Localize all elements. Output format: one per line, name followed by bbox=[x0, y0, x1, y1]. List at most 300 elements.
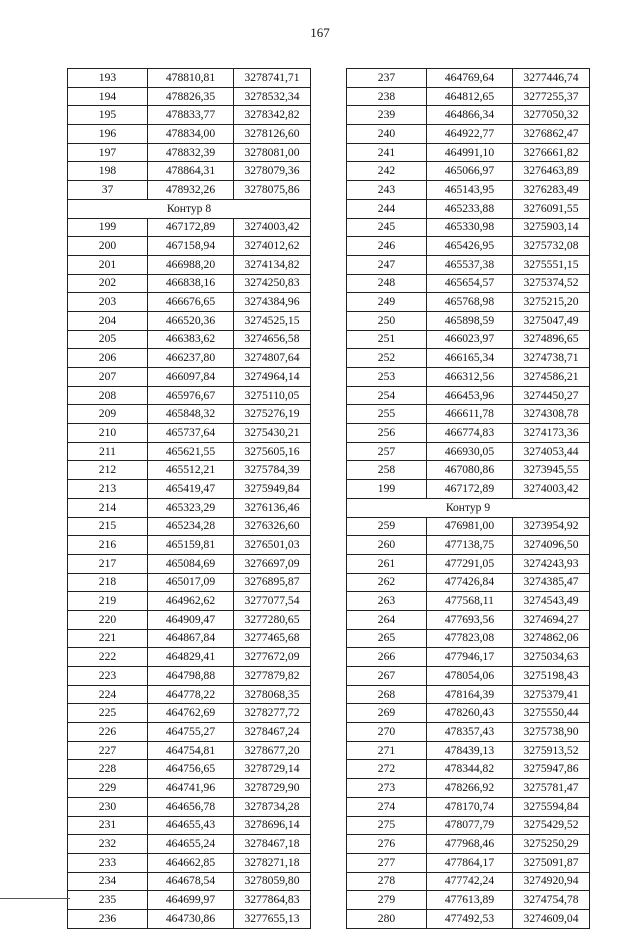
point-number-cell: 272 bbox=[347, 760, 427, 779]
point-number-cell: 280 bbox=[347, 909, 427, 928]
y-coordinate-cell: 3276862,47 bbox=[513, 125, 590, 144]
x-coordinate-cell: 478832,39 bbox=[148, 143, 234, 162]
x-coordinate-cell: 465323,29 bbox=[148, 498, 234, 517]
point-number-cell: 241 bbox=[347, 143, 427, 162]
table-row bbox=[347, 424, 590, 443]
x-coordinate-cell: 464655,24 bbox=[148, 835, 234, 854]
table-row bbox=[347, 610, 590, 629]
table-row bbox=[347, 872, 590, 891]
point-number-cell: 235 bbox=[68, 891, 148, 910]
point-number-cell: 207 bbox=[68, 368, 148, 387]
y-coordinate-cell: 3274250,83 bbox=[234, 274, 311, 293]
table-body bbox=[68, 69, 311, 929]
y-coordinate-cell: 3274384,96 bbox=[234, 293, 311, 312]
point-number-cell: 201 bbox=[68, 255, 148, 274]
x-coordinate-cell: 464778,22 bbox=[148, 685, 234, 704]
x-coordinate-cell: 477864,17 bbox=[427, 853, 513, 872]
y-coordinate-cell: 3274053,44 bbox=[513, 442, 590, 461]
x-coordinate-cell: 464656,78 bbox=[148, 797, 234, 816]
table-row bbox=[68, 87, 311, 106]
y-coordinate-cell: 3277879,82 bbox=[234, 667, 311, 686]
table-row bbox=[68, 835, 311, 854]
x-coordinate-cell: 477946,17 bbox=[427, 648, 513, 667]
section-title: Контур 8 bbox=[68, 199, 311, 218]
point-number-cell: 264 bbox=[347, 610, 427, 629]
x-coordinate-cell: 477138,75 bbox=[427, 536, 513, 555]
page-number: 167 bbox=[310, 25, 330, 40]
y-coordinate-cell: 3275947,86 bbox=[513, 760, 590, 779]
y-coordinate-cell: 3277446,74 bbox=[513, 69, 590, 88]
table-row bbox=[68, 218, 311, 237]
x-coordinate-cell: 465066,97 bbox=[427, 162, 513, 181]
y-coordinate-cell: 3276661,82 bbox=[513, 143, 590, 162]
x-coordinate-cell: 465654,57 bbox=[427, 274, 513, 293]
table-row bbox=[347, 106, 590, 125]
table-row bbox=[347, 909, 590, 928]
y-coordinate-cell: 3278677,20 bbox=[234, 741, 311, 760]
x-coordinate-cell: 477492,53 bbox=[427, 909, 513, 928]
x-coordinate-cell: 478260,43 bbox=[427, 704, 513, 723]
y-coordinate-cell: 3274012,62 bbox=[234, 237, 311, 256]
table-row bbox=[68, 592, 311, 611]
table-row bbox=[347, 405, 590, 424]
y-coordinate-cell: 3276895,87 bbox=[234, 573, 311, 592]
y-coordinate-cell: 3274525,15 bbox=[234, 311, 311, 330]
y-coordinate-cell: 3275091,87 bbox=[513, 853, 590, 872]
point-number-cell: 224 bbox=[68, 685, 148, 704]
point-number-cell: 200 bbox=[68, 237, 148, 256]
x-coordinate-cell: 478833,77 bbox=[148, 106, 234, 125]
x-coordinate-cell: 466237,80 bbox=[148, 349, 234, 368]
point-number-cell: 242 bbox=[347, 162, 427, 181]
y-coordinate-cell: 3277280,65 bbox=[234, 610, 311, 629]
x-coordinate-cell: 465233,88 bbox=[427, 199, 513, 218]
y-coordinate-cell: 3276463,89 bbox=[513, 162, 590, 181]
point-number-cell: 220 bbox=[68, 610, 148, 629]
point-number-cell: 218 bbox=[68, 573, 148, 592]
table-body bbox=[347, 69, 590, 929]
x-coordinate-cell: 464829,41 bbox=[148, 648, 234, 667]
y-coordinate-cell: 3274920,94 bbox=[513, 872, 590, 891]
y-coordinate-cell: 3278729,90 bbox=[234, 779, 311, 798]
y-coordinate-cell: 3277255,37 bbox=[513, 87, 590, 106]
y-coordinate-cell: 3274134,82 bbox=[234, 255, 311, 274]
x-coordinate-cell: 466520,36 bbox=[148, 311, 234, 330]
x-coordinate-cell: 464866,34 bbox=[427, 106, 513, 125]
table-row bbox=[68, 610, 311, 629]
x-coordinate-cell: 464754,81 bbox=[148, 741, 234, 760]
x-coordinate-cell: 465426,95 bbox=[427, 237, 513, 256]
table-row bbox=[68, 237, 311, 256]
section-row bbox=[68, 199, 311, 218]
table-row bbox=[68, 125, 311, 144]
table-row bbox=[347, 835, 590, 854]
y-coordinate-cell: 3275738,90 bbox=[513, 723, 590, 742]
x-coordinate-cell: 466774,83 bbox=[427, 424, 513, 443]
coordinates-table-left bbox=[67, 68, 311, 929]
point-number-cell: 236 bbox=[68, 909, 148, 928]
coordinates-table-right bbox=[346, 68, 590, 929]
point-number-cell: 259 bbox=[347, 517, 427, 536]
y-coordinate-cell: 3275374,52 bbox=[513, 274, 590, 293]
point-number-cell: 247 bbox=[347, 255, 427, 274]
point-number-cell: 228 bbox=[68, 760, 148, 779]
y-coordinate-cell: 3275784,39 bbox=[234, 461, 311, 480]
point-number-cell: 216 bbox=[68, 536, 148, 555]
table-row bbox=[347, 386, 590, 405]
point-number-cell: 225 bbox=[68, 704, 148, 723]
y-coordinate-cell: 3275215,20 bbox=[513, 293, 590, 312]
table-row bbox=[347, 237, 590, 256]
x-coordinate-cell: 478164,39 bbox=[427, 685, 513, 704]
y-coordinate-cell: 3278729,14 bbox=[234, 760, 311, 779]
point-number-cell: 262 bbox=[347, 573, 427, 592]
table-row bbox=[68, 853, 311, 872]
table-row bbox=[68, 648, 311, 667]
x-coordinate-cell: 464867,84 bbox=[148, 629, 234, 648]
x-coordinate-cell: 478826,35 bbox=[148, 87, 234, 106]
footnote-rule bbox=[0, 898, 70, 899]
y-coordinate-cell: 3278467,18 bbox=[234, 835, 311, 854]
table-row bbox=[347, 330, 590, 349]
x-coordinate-cell: 465768,98 bbox=[427, 293, 513, 312]
y-coordinate-cell: 3278741,71 bbox=[234, 69, 311, 88]
y-coordinate-cell: 3275903,14 bbox=[513, 218, 590, 237]
y-coordinate-cell: 3277655,13 bbox=[234, 909, 311, 928]
point-number-cell: 246 bbox=[347, 237, 427, 256]
table-row bbox=[68, 480, 311, 499]
x-coordinate-cell: 464812,65 bbox=[427, 87, 513, 106]
y-coordinate-cell: 3275913,52 bbox=[513, 741, 590, 760]
table-row bbox=[347, 891, 590, 910]
point-number-cell: 248 bbox=[347, 274, 427, 293]
table-row bbox=[347, 797, 590, 816]
x-coordinate-cell: 464962,62 bbox=[148, 592, 234, 611]
point-number-cell: 195 bbox=[68, 106, 148, 125]
y-coordinate-cell: 3278532,34 bbox=[234, 87, 311, 106]
y-coordinate-cell: 3274586,21 bbox=[513, 368, 590, 387]
point-number-cell: 208 bbox=[68, 386, 148, 405]
point-number-cell: 239 bbox=[347, 106, 427, 125]
table-row bbox=[347, 368, 590, 387]
x-coordinate-cell: 478932,26 bbox=[148, 181, 234, 200]
y-coordinate-cell: 3274754,78 bbox=[513, 891, 590, 910]
y-coordinate-cell: 3275198,43 bbox=[513, 667, 590, 686]
table-row bbox=[68, 368, 311, 387]
y-coordinate-cell: 3274964,14 bbox=[234, 368, 311, 387]
table-row bbox=[68, 330, 311, 349]
table-row bbox=[68, 797, 311, 816]
y-coordinate-cell: 3275276,19 bbox=[234, 405, 311, 424]
y-coordinate-cell: 3275781,47 bbox=[513, 779, 590, 798]
x-coordinate-cell: 478344,82 bbox=[427, 760, 513, 779]
table-row bbox=[347, 69, 590, 88]
y-coordinate-cell: 3277864,83 bbox=[234, 891, 311, 910]
point-number-cell: 250 bbox=[347, 311, 427, 330]
point-number-cell: 196 bbox=[68, 125, 148, 144]
x-coordinate-cell: 464909,47 bbox=[148, 610, 234, 629]
table-row bbox=[68, 405, 311, 424]
table-row bbox=[68, 442, 311, 461]
x-coordinate-cell: 477291,05 bbox=[427, 554, 513, 573]
x-coordinate-cell: 464662,85 bbox=[148, 853, 234, 872]
y-coordinate-cell: 3273945,55 bbox=[513, 461, 590, 480]
point-number-cell: 275 bbox=[347, 816, 427, 835]
x-coordinate-cell: 466988,20 bbox=[148, 255, 234, 274]
point-number-cell: 277 bbox=[347, 853, 427, 872]
point-number-cell: 193 bbox=[68, 69, 148, 88]
table-row bbox=[347, 816, 590, 835]
table-row bbox=[68, 293, 311, 312]
y-coordinate-cell: 3278081,00 bbox=[234, 143, 311, 162]
point-number-cell: 273 bbox=[347, 779, 427, 798]
point-number-cell: 206 bbox=[68, 349, 148, 368]
table-row bbox=[347, 125, 590, 144]
x-coordinate-cell: 466312,56 bbox=[427, 368, 513, 387]
y-coordinate-cell: 3274738,71 bbox=[513, 349, 590, 368]
x-coordinate-cell: 467080,86 bbox=[427, 461, 513, 480]
x-coordinate-cell: 464922,77 bbox=[427, 125, 513, 144]
point-number-cell: 243 bbox=[347, 181, 427, 200]
x-coordinate-cell: 476981,00 bbox=[427, 517, 513, 536]
x-coordinate-cell: 465537,38 bbox=[427, 255, 513, 274]
point-number-cell: 279 bbox=[347, 891, 427, 910]
x-coordinate-cell: 477693,56 bbox=[427, 610, 513, 629]
point-number-cell: 215 bbox=[68, 517, 148, 536]
point-number-cell: 222 bbox=[68, 648, 148, 667]
table-row bbox=[68, 255, 311, 274]
point-number-cell: 245 bbox=[347, 218, 427, 237]
x-coordinate-cell: 464991,10 bbox=[427, 143, 513, 162]
point-number-cell: 270 bbox=[347, 723, 427, 742]
point-number-cell: 254 bbox=[347, 386, 427, 405]
x-coordinate-cell: 465898,59 bbox=[427, 311, 513, 330]
x-coordinate-cell: 466453,96 bbox=[427, 386, 513, 405]
point-number-cell: 232 bbox=[68, 835, 148, 854]
table-row bbox=[347, 648, 590, 667]
x-coordinate-cell: 465848,32 bbox=[148, 405, 234, 424]
x-coordinate-cell: 478357,43 bbox=[427, 723, 513, 742]
x-coordinate-cell: 467172,89 bbox=[427, 480, 513, 499]
table-row bbox=[347, 704, 590, 723]
table-row bbox=[347, 349, 590, 368]
point-number-cell: 265 bbox=[347, 629, 427, 648]
table-row bbox=[347, 760, 590, 779]
x-coordinate-cell: 465017,09 bbox=[148, 573, 234, 592]
table-row bbox=[68, 69, 311, 88]
x-coordinate-cell: 465621,55 bbox=[148, 442, 234, 461]
table-row bbox=[347, 181, 590, 200]
y-coordinate-cell: 3276091,55 bbox=[513, 199, 590, 218]
y-coordinate-cell: 3277077,54 bbox=[234, 592, 311, 611]
table-row bbox=[347, 218, 590, 237]
x-coordinate-cell: 464756,65 bbox=[148, 760, 234, 779]
point-number-cell: 253 bbox=[347, 368, 427, 387]
x-coordinate-cell: 465512,21 bbox=[148, 461, 234, 480]
table-row bbox=[347, 442, 590, 461]
table-row bbox=[68, 704, 311, 723]
point-number-cell: 278 bbox=[347, 872, 427, 891]
table-row bbox=[347, 517, 590, 536]
x-coordinate-cell: 465143,95 bbox=[427, 181, 513, 200]
point-number-cell: 226 bbox=[68, 723, 148, 742]
point-number-cell: 217 bbox=[68, 554, 148, 573]
y-coordinate-cell: 3278271,18 bbox=[234, 853, 311, 872]
point-number-cell: 257 bbox=[347, 442, 427, 461]
x-coordinate-cell: 478077,79 bbox=[427, 816, 513, 835]
y-coordinate-cell: 3275551,15 bbox=[513, 255, 590, 274]
x-coordinate-cell: 477568,11 bbox=[427, 592, 513, 611]
table-row bbox=[68, 685, 311, 704]
point-number-cell: 199 bbox=[68, 218, 148, 237]
point-number-cell: 214 bbox=[68, 498, 148, 517]
table-row bbox=[347, 592, 590, 611]
point-number-cell: 221 bbox=[68, 629, 148, 648]
table-row bbox=[68, 554, 311, 573]
table-row bbox=[347, 779, 590, 798]
y-coordinate-cell: 3275034,63 bbox=[513, 648, 590, 667]
point-number-cell: 237 bbox=[347, 69, 427, 88]
y-coordinate-cell: 3275047,49 bbox=[513, 311, 590, 330]
table-row bbox=[68, 816, 311, 835]
y-coordinate-cell: 3274656,58 bbox=[234, 330, 311, 349]
x-coordinate-cell: 466383,62 bbox=[148, 330, 234, 349]
x-coordinate-cell: 466097,84 bbox=[148, 368, 234, 387]
x-coordinate-cell: 466930,05 bbox=[427, 442, 513, 461]
point-number-cell: 267 bbox=[347, 667, 427, 686]
y-coordinate-cell: 3278075,86 bbox=[234, 181, 311, 200]
x-coordinate-cell: 466611,78 bbox=[427, 405, 513, 424]
point-number-cell: 256 bbox=[347, 424, 427, 443]
x-coordinate-cell: 464699,97 bbox=[148, 891, 234, 910]
y-coordinate-cell: 3278059,80 bbox=[234, 872, 311, 891]
x-coordinate-cell: 464655,43 bbox=[148, 816, 234, 835]
point-number-cell: 251 bbox=[347, 330, 427, 349]
point-number-cell: 266 bbox=[347, 648, 427, 667]
table-row bbox=[347, 853, 590, 872]
point-number-cell: 249 bbox=[347, 293, 427, 312]
point-number-cell: 244 bbox=[347, 199, 427, 218]
table-row bbox=[347, 461, 590, 480]
table-row bbox=[347, 274, 590, 293]
table-row bbox=[347, 741, 590, 760]
table-row bbox=[68, 274, 311, 293]
table-row bbox=[68, 106, 311, 125]
point-number-cell: 209 bbox=[68, 405, 148, 424]
table-row bbox=[347, 480, 590, 499]
y-coordinate-cell: 3274003,42 bbox=[513, 480, 590, 499]
point-number-cell: 199 bbox=[347, 480, 427, 499]
y-coordinate-cell: 3274543,49 bbox=[513, 592, 590, 611]
x-coordinate-cell: 466838,16 bbox=[148, 274, 234, 293]
point-number-cell: 260 bbox=[347, 536, 427, 555]
y-coordinate-cell: 3276326,60 bbox=[234, 517, 311, 536]
y-coordinate-cell: 3277050,32 bbox=[513, 106, 590, 125]
table-row bbox=[347, 629, 590, 648]
y-coordinate-cell: 3278068,35 bbox=[234, 685, 311, 704]
x-coordinate-cell: 466676,65 bbox=[148, 293, 234, 312]
x-coordinate-cell: 464762,69 bbox=[148, 704, 234, 723]
point-number-cell: 198 bbox=[68, 162, 148, 181]
x-coordinate-cell: 465330,98 bbox=[427, 218, 513, 237]
x-coordinate-cell: 467172,89 bbox=[148, 218, 234, 237]
table-row bbox=[68, 143, 311, 162]
x-coordinate-cell: 465737,64 bbox=[148, 424, 234, 443]
y-coordinate-cell: 3275110,05 bbox=[234, 386, 311, 405]
point-number-cell: 268 bbox=[347, 685, 427, 704]
x-coordinate-cell: 464769,64 bbox=[427, 69, 513, 88]
table-row bbox=[68, 667, 311, 686]
point-number-cell: 203 bbox=[68, 293, 148, 312]
table-row bbox=[68, 891, 311, 910]
table-row bbox=[68, 779, 311, 798]
x-coordinate-cell: 464678,54 bbox=[148, 872, 234, 891]
table-row bbox=[68, 573, 311, 592]
table-row bbox=[347, 199, 590, 218]
x-coordinate-cell: 465084,69 bbox=[148, 554, 234, 573]
table-row bbox=[68, 498, 311, 517]
table-row bbox=[347, 554, 590, 573]
y-coordinate-cell: 3274450,27 bbox=[513, 386, 590, 405]
y-coordinate-cell: 3274807,64 bbox=[234, 349, 311, 368]
y-coordinate-cell: 3274096,50 bbox=[513, 536, 590, 555]
y-coordinate-cell: 3276501,03 bbox=[234, 536, 311, 555]
point-number-cell: 213 bbox=[68, 480, 148, 499]
x-coordinate-cell: 467158,94 bbox=[148, 237, 234, 256]
x-coordinate-cell: 478834,00 bbox=[148, 125, 234, 144]
y-coordinate-cell: 3274243,93 bbox=[513, 554, 590, 573]
table-row bbox=[68, 461, 311, 480]
y-coordinate-cell: 3278277,72 bbox=[234, 704, 311, 723]
y-coordinate-cell: 3274896,65 bbox=[513, 330, 590, 349]
point-number-cell: 212 bbox=[68, 461, 148, 480]
y-coordinate-cell: 3278079,36 bbox=[234, 162, 311, 181]
x-coordinate-cell: 465976,67 bbox=[148, 386, 234, 405]
table-row bbox=[68, 760, 311, 779]
section-title: Контур 9 bbox=[347, 498, 590, 517]
point-number-cell: 252 bbox=[347, 349, 427, 368]
x-coordinate-cell: 466165,34 bbox=[427, 349, 513, 368]
x-coordinate-cell: 464755,27 bbox=[148, 723, 234, 742]
table-row bbox=[68, 181, 311, 200]
table-row bbox=[68, 424, 311, 443]
point-number-cell: 219 bbox=[68, 592, 148, 611]
point-number-cell: 227 bbox=[68, 741, 148, 760]
section-row bbox=[347, 498, 590, 517]
y-coordinate-cell: 3278342,82 bbox=[234, 106, 311, 125]
point-number-cell: 231 bbox=[68, 816, 148, 835]
y-coordinate-cell: 3274862,06 bbox=[513, 629, 590, 648]
table-row bbox=[68, 723, 311, 742]
x-coordinate-cell: 465419,47 bbox=[148, 480, 234, 499]
table-row bbox=[347, 255, 590, 274]
point-number-cell: 261 bbox=[347, 554, 427, 573]
y-coordinate-cell: 3277465,68 bbox=[234, 629, 311, 648]
y-coordinate-cell: 3278734,28 bbox=[234, 797, 311, 816]
table-row bbox=[68, 311, 311, 330]
point-number-cell: 37 bbox=[68, 181, 148, 200]
table-row bbox=[68, 629, 311, 648]
point-number-cell: 240 bbox=[347, 125, 427, 144]
x-coordinate-cell: 464741,96 bbox=[148, 779, 234, 798]
table-row bbox=[68, 349, 311, 368]
point-number-cell: 229 bbox=[68, 779, 148, 798]
y-coordinate-cell: 3274003,42 bbox=[234, 218, 311, 237]
y-coordinate-cell: 3275949,84 bbox=[234, 480, 311, 499]
table-row bbox=[68, 386, 311, 405]
x-coordinate-cell: 464730,86 bbox=[148, 909, 234, 928]
point-number-cell: 271 bbox=[347, 741, 427, 760]
